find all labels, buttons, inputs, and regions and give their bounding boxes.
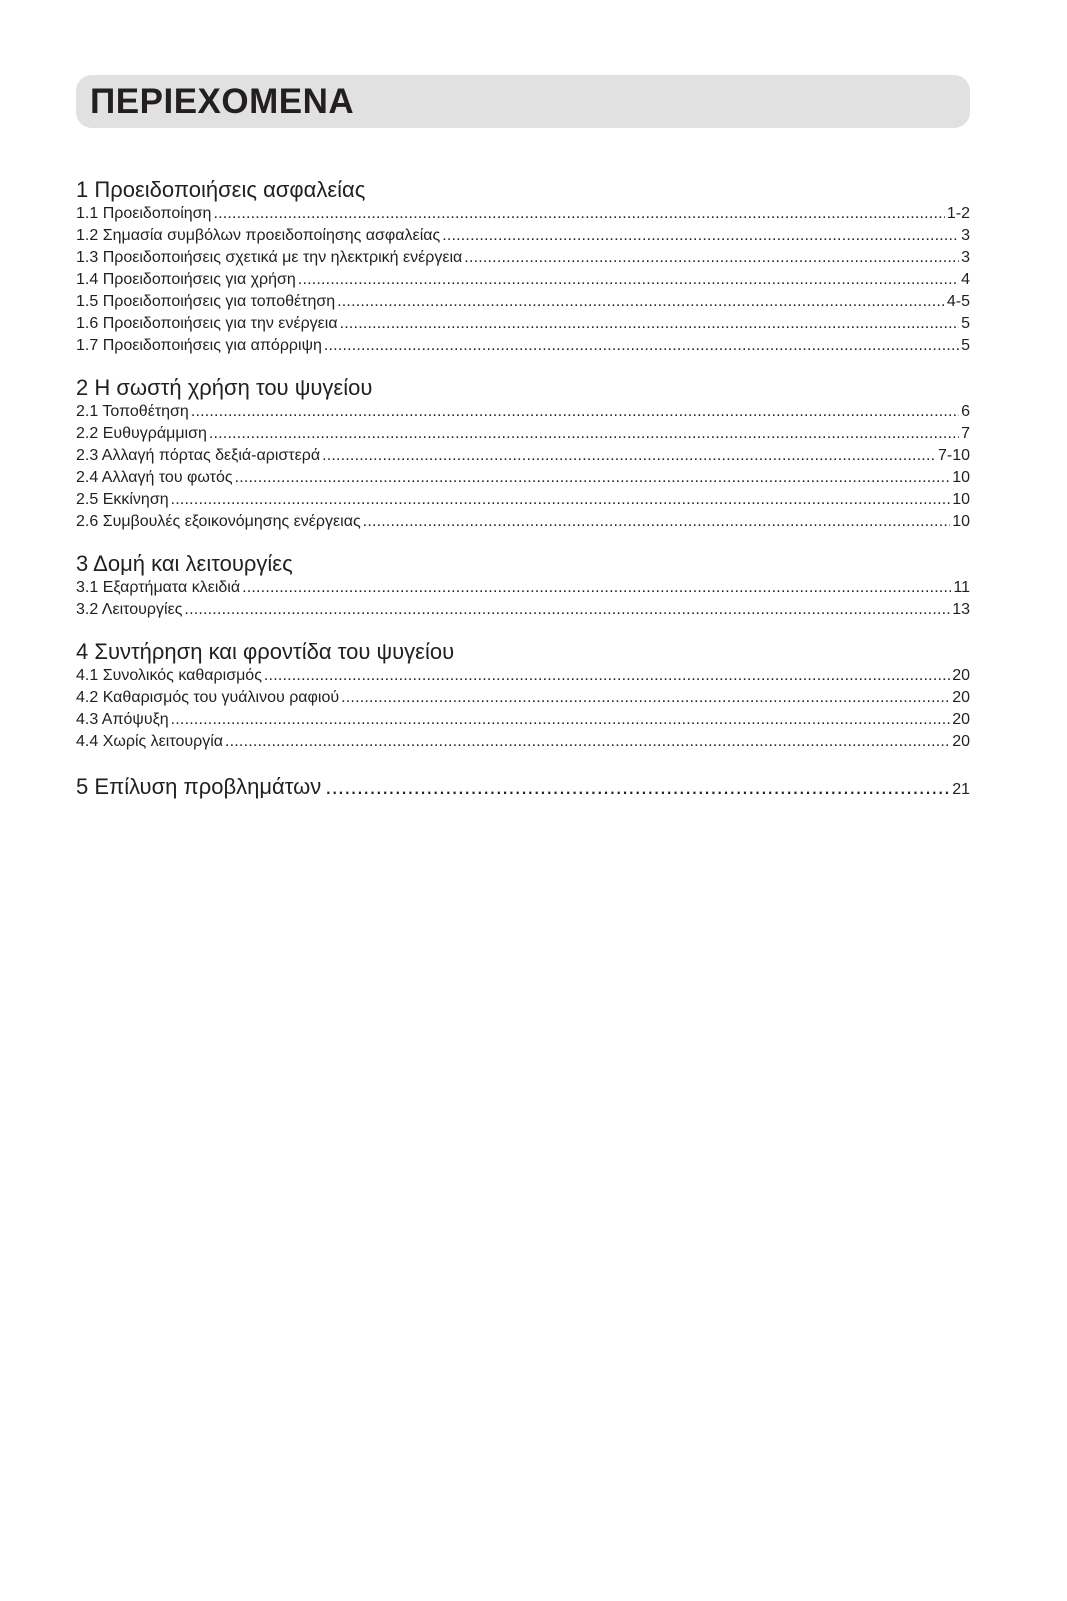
toc-sections xyxy=(76,177,970,753)
toc-dot-leader xyxy=(322,445,936,467)
toc-entry[interactable] xyxy=(76,335,970,357)
toc-dot-leader xyxy=(340,313,959,335)
toc-entry-page: 3 xyxy=(961,249,970,266)
toc-dot-leader xyxy=(171,489,951,511)
toc-dot-leader xyxy=(213,203,944,225)
toc-section xyxy=(76,639,970,753)
title-banner xyxy=(76,75,970,128)
toc-entry-label: 3.1 Εξαρτήματα κλειδιά xyxy=(76,579,241,596)
toc-dot-leader xyxy=(363,511,951,533)
toc-entry-page: 10 xyxy=(952,469,970,486)
toc-dot-leader xyxy=(184,599,950,621)
toc-entry[interactable] xyxy=(76,709,970,731)
toc-entry-page: 6 xyxy=(961,403,970,420)
toc-entry-page: 4 xyxy=(961,271,970,288)
toc-entry[interactable] xyxy=(76,203,970,225)
toc-entry-label: 3.2 Λειτουργίες xyxy=(76,601,183,618)
toc-entry[interactable] xyxy=(76,687,970,709)
toc-dot-leader xyxy=(171,709,951,731)
toc-entry-label: 2.4 Αλλαγή του φωτός xyxy=(76,469,233,486)
toc-entry[interactable] xyxy=(76,247,970,269)
toc-entry-label: 1.4 Προειδοποιήσεις για χρήση xyxy=(76,271,296,288)
toc-final-entry-page: 21 xyxy=(952,781,970,798)
toc-dot-leader xyxy=(337,291,945,313)
toc-entry-label: 1.7 Προειδοποιήσεις για απόρριψη xyxy=(76,337,322,354)
toc-section xyxy=(76,177,970,357)
toc-entry-page: 20 xyxy=(952,733,970,750)
page-title: ΠΕΡΙΕΧΟΜΕΝΑ xyxy=(90,82,355,121)
toc-entry-page: 3 xyxy=(961,227,970,244)
toc-entry[interactable] xyxy=(76,511,970,533)
toc-entry-label: 1.1 Προειδοποίηση xyxy=(76,205,212,222)
toc-final-entry-label: 5 Επίλυση προβλημάτων xyxy=(76,774,322,799)
toc-section-heading[interactable]: 1 Προειδοποιήσεις ασφαλείας xyxy=(76,177,366,202)
toc-entry-label: 2.3 Αλλαγή πόρτας δεξιά-αριστερά xyxy=(76,447,321,464)
toc-entry-page: 7-10 xyxy=(937,447,970,464)
toc-dot-leader xyxy=(225,731,950,753)
toc-dot-leader xyxy=(464,247,959,269)
toc-entry[interactable] xyxy=(76,599,970,621)
toc-dot-leader xyxy=(298,269,959,291)
toc-dot-leader xyxy=(235,467,951,489)
toc-entry[interactable] xyxy=(76,577,970,599)
toc-section-heading[interactable]: 3 Δομή και λειτουργίες xyxy=(76,551,293,576)
toc-entry[interactable] xyxy=(76,731,970,753)
toc-entry-label: 1.6 Προειδοποιήσεις για την ενέργεια xyxy=(76,315,338,332)
toc-section xyxy=(76,375,970,533)
toc-section-heading[interactable]: 4 Συντήρηση και φροντίδα του ψυγείου xyxy=(76,639,455,664)
toc-entry-label: 1.2 Σημασία συμβόλων προειδοποίησης ασφαλείας xyxy=(76,227,441,244)
toc-entry[interactable] xyxy=(76,489,970,511)
toc-entry-label: 1.5 Προειδοποιήσεις για τοποθέτηση xyxy=(76,293,336,310)
toc-dot-leader xyxy=(242,577,951,599)
toc-entry[interactable] xyxy=(76,467,970,489)
toc-entry-label: 4.1 Συνολικός καθαρισμός xyxy=(76,667,262,684)
toc-entry-page: 20 xyxy=(952,711,970,728)
table-of-contents xyxy=(76,177,970,803)
toc-entry-label: 4.3 Απόψυξη xyxy=(76,711,169,728)
toc-entry-page: 5 xyxy=(961,337,970,354)
toc-dot-leader xyxy=(442,225,959,247)
toc-final-entry[interactable] xyxy=(76,774,970,803)
toc-entry[interactable] xyxy=(76,401,970,423)
toc-dot-leader xyxy=(341,687,950,709)
toc-entry-page: 10 xyxy=(952,513,970,530)
toc-entry[interactable] xyxy=(76,445,970,467)
toc-entry-page: 1-2 xyxy=(946,205,970,222)
toc-entry-page: 5 xyxy=(961,315,970,332)
toc-entry[interactable] xyxy=(76,423,970,445)
toc-section xyxy=(76,551,970,621)
toc-entry-label: 4.2 Καθαρισμός του γυάλινου ραφιού xyxy=(76,689,340,706)
toc-entry-page: 20 xyxy=(952,689,970,706)
toc-entry[interactable] xyxy=(76,225,970,247)
toc-dot-leader xyxy=(209,423,959,445)
toc-entry-page: 13 xyxy=(952,601,970,618)
toc-entry-page: 10 xyxy=(952,491,970,508)
toc-entry[interactable] xyxy=(76,291,970,313)
toc-entry-page: 7 xyxy=(961,425,970,442)
toc-entry[interactable] xyxy=(76,665,970,687)
toc-entry[interactable] xyxy=(76,269,970,291)
toc-section-heading[interactable]: 2 Η σωστή χρήση του ψυγείου xyxy=(76,375,373,400)
toc-entry[interactable] xyxy=(76,313,970,335)
toc-entry-page: 4-5 xyxy=(946,293,970,310)
toc-entry-label: 4.4 Χωρίς λειτουργία xyxy=(76,733,223,750)
toc-entry-label: 2.2 Ευθυγράμμιση xyxy=(76,425,207,442)
toc-dot-leader xyxy=(325,774,948,800)
toc-entry-label: 2.6 Συμβουλές εξοικονόμησης ενέργειας xyxy=(76,513,361,530)
toc-dot-leader xyxy=(191,401,959,423)
toc-entry-label: 1.3 Προειδοποιήσεις σχετικά με την ηλεκτρική ενέργεια xyxy=(76,249,463,266)
toc-entry-label: 2.5 Εκκίνηση xyxy=(76,491,169,508)
toc-entry-page: 20 xyxy=(952,667,970,684)
toc-entry-label: 2.1 Τοποθέτηση xyxy=(76,403,189,420)
toc-dot-leader xyxy=(324,335,959,357)
toc-dot-leader xyxy=(264,665,950,687)
toc-entry-page: 11 xyxy=(953,579,970,596)
